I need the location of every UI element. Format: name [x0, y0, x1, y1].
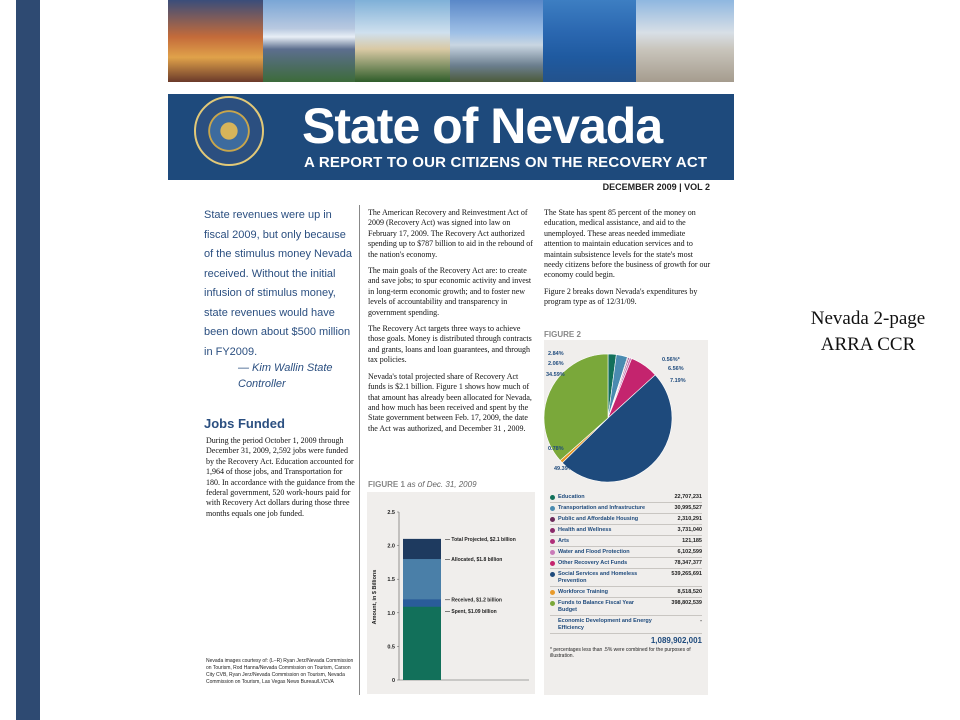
legend-swatch-icon: [550, 572, 555, 577]
legend-label: Water and Flood Protection: [550, 549, 654, 556]
photo-lake-tahoe: [543, 0, 636, 82]
legend-swatch-icon: [550, 619, 555, 624]
y-tick-label: 1.0: [387, 610, 395, 617]
bar-spent: [403, 607, 441, 680]
legend-row: [550, 503, 702, 514]
legend-label: Education: [550, 494, 654, 501]
pie-chart-svg: [544, 340, 708, 490]
body-column-2: [368, 208, 534, 440]
figure1-chart: [367, 492, 535, 694]
legend-swatch-icon: [550, 561, 555, 566]
slide-side-bar: [16, 0, 40, 720]
legend-swatch-icon: [550, 495, 555, 500]
photo-reno: [450, 0, 543, 82]
report-subtitle: A REPORT TO OUR CITIZENS ON THE RECOVERY ACT: [304, 154, 708, 171]
pie-percent-label: 2.06%: [548, 361, 564, 367]
legend-label: Arts: [550, 538, 654, 545]
legend-swatch-icon: [550, 517, 555, 522]
legend-value: 2,310,291: [677, 515, 702, 522]
y-tick-label: 2.0: [387, 543, 395, 550]
legend-value: 398,802,539: [671, 599, 702, 606]
quote-attribution: — Kim Wallin State Controller: [238, 362, 333, 390]
legend-value: 3,731,040: [677, 526, 702, 533]
legend-swatch-icon: [550, 550, 555, 555]
legend-swatch-icon: [550, 590, 555, 595]
legend-label: Funds to Balance Fiscal Year Budget: [550, 600, 654, 614]
legend-value: 30,995,527: [674, 504, 702, 511]
pie-percent-label: 7.19%: [670, 378, 686, 384]
legend-label: Other Recovery Act Funds: [550, 560, 654, 567]
figure1-svg: [367, 492, 535, 694]
label-allocated: — Allocated, $1.8 billion: [445, 557, 503, 564]
issue-date: DECEMBER 2009 | VOL 2: [602, 182, 710, 192]
legend-row: [550, 525, 702, 536]
figure1-date: as of Dec. 31, 2009: [407, 480, 477, 489]
legend-row: [550, 492, 702, 503]
y-axis-label: Amount, in $ Billions: [372, 569, 378, 625]
image-credits: Nevada images courtesy of: (L–R) Ryan Jerz/Nevada Commission on Tourism, Rod Hanna/Nevada Commission on Tourism, Carson City CVB, Ryan Jerz/Nevada Commission on Tourism, Nevada Commission on Tourism, Las Vegas News Bureau/LVCVA: [206, 658, 354, 685]
legend-row: [550, 616, 702, 634]
pie-percent-label: 0.56%*: [662, 357, 680, 363]
photo-hoover-dam: [636, 0, 734, 82]
photo-mountains: [263, 0, 355, 82]
legend-row: [550, 558, 702, 569]
y-tick-label: 1.5: [387, 577, 395, 584]
label-received: — Received, $1.2 billion: [445, 597, 502, 604]
legend-row: [550, 598, 702, 616]
pie-percent-label: 2.84%: [548, 351, 564, 357]
paragraph: Nevada's total projected share of Recovery Act funds is $2.1 billion. Figure 1 shows how much of that amount has already been allocated for Nevada, and how much has been received and spent by the State government between Feb. 17, 2009, the date the Act was authorized, and December 31 , 2009.: [368, 371, 532, 433]
pie-percent-label: 0.78%: [548, 446, 564, 452]
legend-footnote: * percentages less than .5% were combined for the purposes of illustration.: [550, 647, 691, 659]
legend-total: 1,089,902,001: [650, 636, 702, 645]
legend-label: Health and Wellness: [550, 527, 654, 534]
figure2-chart: [544, 340, 708, 695]
legend-value: 8,518,520: [677, 588, 702, 595]
legend-swatch-icon: [550, 528, 555, 533]
legend-value: 6,102,599: [677, 548, 702, 555]
figure1-label: [368, 480, 477, 489]
photo-capitol: [355, 0, 450, 82]
legend-value: 78,347,377: [674, 559, 702, 566]
legend-label: Public and Affordable Housing: [550, 516, 654, 523]
legend-row: [550, 514, 702, 525]
jobs-funded-text: During the period October 1, 2009 through December 31, 2009, 2,592 jobs were funded by the Recovery Act. Education accounted for 1,964 of those jobs, and Transportation for 180. In accordance with the guidance from the federal government, 520 work-hours paid for with Recovery Act dollars during those three months equals one job funded.: [206, 436, 355, 518]
label-spent: — Spent, $1.09 billion: [445, 608, 497, 615]
figure1-title: FIGURE 1: [368, 480, 405, 489]
legend-swatch-icon: [550, 506, 555, 511]
y-tick-label: 2.5: [387, 510, 395, 516]
report-page: [168, 0, 734, 700]
pie-percent-label: 49.39%: [554, 466, 573, 472]
masthead: [168, 94, 734, 180]
legend-label: Workforce Training: [550, 589, 654, 596]
legend-row: [550, 569, 702, 587]
legend-row: [550, 547, 702, 558]
legend-label: Transportation and Infrastructure: [550, 505, 654, 512]
y-tick-label: 0.5: [387, 644, 395, 651]
paragraph: The State has spent 85 percent of the money on education, medical assistance, and aid to the unemployed. These areas needed immediate attention to maintain education services and to maintain subsistence levels for the state's most needy citizens before the business of growth for our economy could begin.: [544, 208, 711, 280]
pie-percent-label: 34.59%: [546, 372, 565, 378]
figure2-title: FIGURE 2: [544, 330, 581, 339]
jobs-funded-heading: Jobs Funded: [204, 416, 285, 431]
slide-caption: Nevada 2-page ARRA CCR: [810, 308, 926, 355]
paragraph: Figure 2 breaks down Nevada's expenditures by program type as of 12/31/09.: [544, 286, 698, 307]
paragraph: The American Recovery and Reinvestment Act of 2009 (Recovery Act) was signed into law on February 17, 2009. The Recovery Act authorized spending up to $787 billion to aid in the rebound of the nation's economy.: [368, 208, 533, 259]
photo-las-vegas: [168, 0, 263, 82]
legend-row: [550, 587, 702, 598]
legend-row: [550, 536, 702, 547]
legend-label: Social Services and Homeless Prevention: [550, 571, 654, 585]
legend-label: Economic Development and Energy Efficiency: [550, 618, 654, 632]
paragraph: The main goals of the Recovery Act are: to create and save jobs; to spur economic activity and invest in long-term economic growth; and to foster new levels of accountability and transparency in government spending.: [368, 266, 532, 317]
column-divider: [359, 205, 360, 695]
pie-percent-label: 6.56%: [668, 366, 684, 372]
pull-quote: State revenues were up in fiscal 2009, but only because of the stimulus money Nevada received. Without the initial infusion of stimulus money, state revenues would have been down about $500 million in FY2009.: [204, 209, 352, 358]
legend-value: 22,707,231: [674, 493, 702, 500]
report-title: State of Nevada: [302, 98, 663, 154]
legend-value: -: [700, 617, 702, 624]
y-tick-label: 0: [391, 678, 395, 684]
state-seal-icon: [194, 96, 264, 166]
pie-legend: [550, 492, 702, 659]
paragraph: The Recovery Act targets three ways to achieve those goals. Money is distributed through contracts and grants, loans and loan guarantees, and through tax policies.: [368, 324, 532, 365]
body-column-3: [544, 208, 712, 314]
legend-swatch-icon: [550, 539, 555, 544]
label-total-projected: — Total Projected, $2.1 billion: [445, 536, 516, 543]
legend-value: 539,265,691: [671, 570, 702, 577]
photo-banner: [168, 0, 734, 82]
legend-value: 121,185: [682, 537, 702, 544]
legend-swatch-icon: [550, 601, 555, 606]
